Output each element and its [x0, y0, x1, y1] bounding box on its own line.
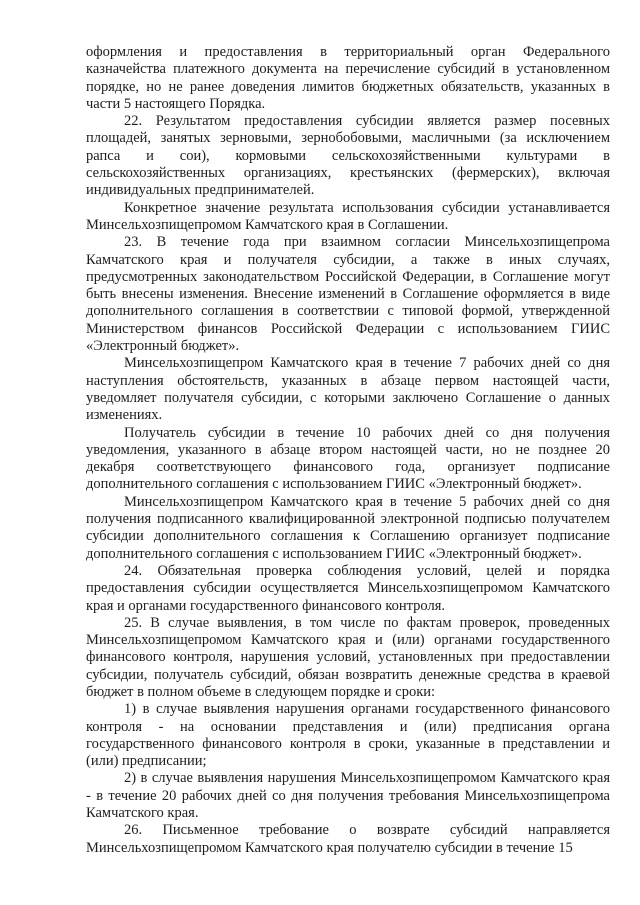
paragraph-23-signing: Минсельхозпищепром Камчатского края в течение 5 рабочих дней со дня получения подписанного квалифицированной электронной подписью получателем субсидии дополнительного соглашения к Соглашению организует подписание дополнительного соглашения с использованием ГИИС «Электронный бюджет».	[86, 493, 610, 562]
paragraph-25-item-1: 1) в случае выявления нарушения органами государственного финансового контроля - на основании представления и (или) предписания органа государственного финансового контроля в сроки, указанные в представлении и (или) предписании;	[86, 701, 610, 770]
paragraph-23-notice: Минсельхозпищепром Камчатского края в течение 7 рабочих дней со дня наступления обстоятельств, указанных в абзаце первом настоящей части, уведомляет получателя субсидии, с которыми заключено Соглашение о данных изменениях.	[86, 355, 610, 424]
paragraph-25-item-2: 2) в случае выявления нарушения Минсельхозпищепромом Камчатского края - в течение 20 рабочих дней со дня получения требования Минсельхозпищепрома Камчатского края.	[86, 770, 610, 822]
paragraph-23-recipient: Получатель субсидии в течение 10 рабочих дней со дня получения уведомления, указанного в абзаце втором настоящей части, но не позднее 20 декабря соответствующего финансового года, организует подписание дополнительного соглашения с использованием ГИИС «Электронный бюджет».	[86, 424, 610, 493]
paragraph-24: 24. Обязательная проверка соблюдения условий, целей и порядка предоставления субсидии осуществляется Минсельхозпищепромом Камчатского края и органами государственного финансового контроля.	[86, 562, 610, 614]
paragraph-continuation: оформления и предоставления в территориальный орган Федерального казначейства платежного документа на перечисление субсидий в установленном порядке, но не ранее доведения лимитов бюджетных обязательств, указанных в части 5 настоящего Порядка.	[86, 44, 610, 112]
paragraph-22: 22. Результатом предоставления субсидии является размер посевных площадей, занятых зерновыми, зернобобовыми, масличными (за исключением рапса и сои), кормовыми сельскохозяйственными культурами в сельскохозяйственных организациях, крестьянских (фермерских), включая индивидуальных предпринимателей.	[86, 113, 610, 199]
paragraph-23: 23. В течение года при взаимном согласии Минсельхозпищепрома Камчатского края и получателя субсидии, а также в иных случаях, предусмотренных законодательством Российской Федерации, в Соглашение могут быть внесены изменения. Внесение изменений в Соглашение оформляется в виде дополнительного соглашения в соответствии с типовой формой, утвержденной Министерством финансов Российской Федерации с использованием ГИИС «Электронный бюджет».	[86, 234, 610, 355]
paragraph-22-result-value: Конкретное значение результата использования субсидии устанавливается Минсельхозпищепромом Камчатского края в Соглашении.	[86, 199, 610, 233]
paragraph-25: 25. В случае выявления, в том числе по фактам проверок, проведенных Минсельхозпищепромом Камчатского края и (или) органами государственного финансового контроля, нарушения условий, установленных при предоставлении субсидии, получатель субсидий, обязан возвратить денежные средства в краевой бюджет в полном объеме в следующем порядке и сроки:	[86, 614, 610, 700]
paragraph-26: 26. Письменное требование о возврате субсидий направляется Минсельхозпищепромом Камчатского края получателю субсидии в течение 15	[86, 822, 610, 856]
